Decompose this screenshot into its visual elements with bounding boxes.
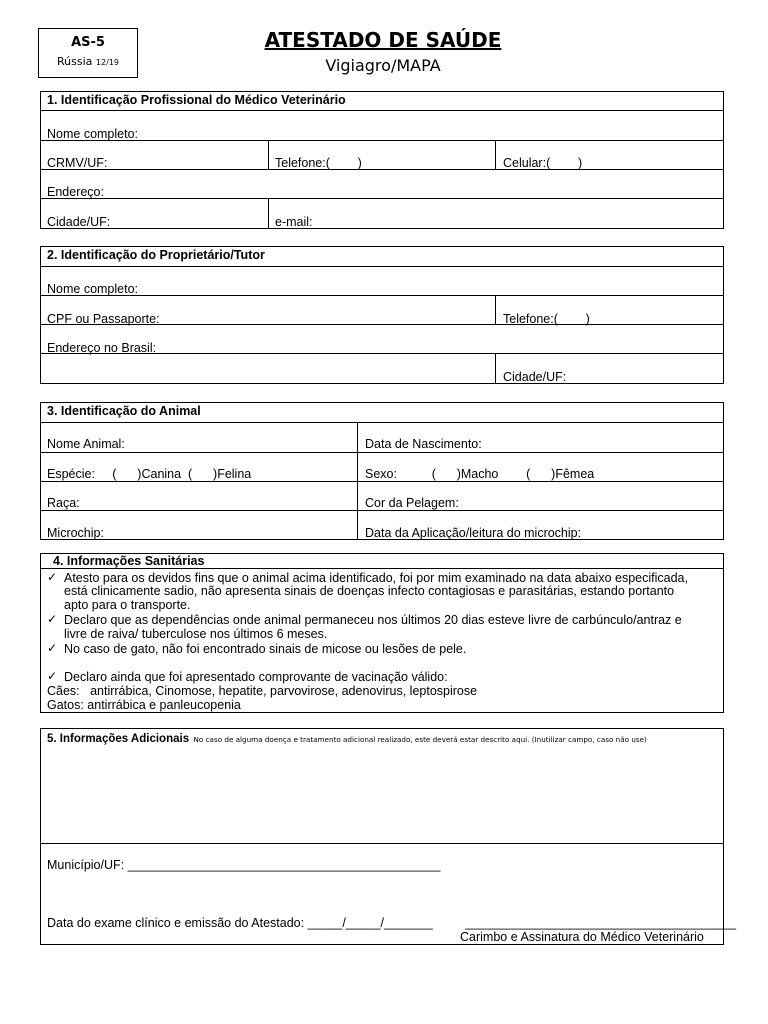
- animal-breed-field[interactable]: Raça:: [47, 496, 80, 510]
- signature-label: Carimbo e Assinatura do Médico Veterinário: [460, 930, 704, 944]
- additional-info-field[interactable]: [41, 746, 723, 842]
- declaration-1-line-1: Atesto para os devidos fins que o animal acima identificado, foi por mim examinado na data abaixo especificada,: [64, 571, 688, 585]
- animal-microchip-field[interactable]: Microchip:: [47, 526, 104, 540]
- check-icon: ✓: [47, 669, 58, 683]
- form-code: AS-5: [71, 35, 105, 50]
- declaration-2-line-1: Declaro que as dependências onde animal permaneceu nos últimos 20 dias esteve livre de carbúnculo/antraz e: [64, 613, 682, 627]
- owner-phone-field[interactable]: Telefone:( ): [503, 312, 590, 326]
- declaration-1-line-2: está clinicamente sadio, não apresenta sinais de doenças infecto contagiosas e parasitárias, estando portanto: [64, 584, 675, 598]
- owner-document-field[interactable]: CPF ou Passaporte:: [47, 312, 160, 326]
- vaccines-dogs: Cães: antirrábica, Cinomose, hepatite, parvovirose, adenovirus, leptospirose: [47, 684, 478, 698]
- check-icon: ✓: [47, 570, 58, 584]
- animal-sex-field[interactable]: Sexo: ( )Macho ( )Fêmea: [365, 467, 595, 481]
- section-5-heading-row: [47, 731, 647, 746]
- form-version-number: 12/19: [95, 58, 119, 67]
- page-subtitle: Vigiagro/MAPA: [325, 56, 441, 75]
- vet-name-field[interactable]: Nome completo:: [47, 127, 139, 141]
- exam-date-field[interactable]: Data do exame clínico e emissão do Atestado: _____/_____/_______: [47, 916, 433, 930]
- signature-line[interactable]: _______________________________________: [465, 916, 737, 930]
- vet-email-field[interactable]: e-mail:: [275, 215, 313, 229]
- animal-coat-field[interactable]: Cor da Pelagem:: [365, 496, 459, 510]
- form-version: [38, 55, 138, 68]
- vet-city-field[interactable]: Cidade/UF:: [47, 215, 111, 229]
- section-3-heading: 3. Identificação do Animal: [47, 404, 201, 418]
- check-icon: ✓: [47, 641, 58, 655]
- section-5-heading: 5. Informações Adicionais: [47, 733, 190, 745]
- vet-address-field[interactable]: Endereço:: [47, 185, 104, 199]
- declaration-3: No caso de gato, não foi encontrado sinais de micose ou lesões de pele.: [64, 642, 467, 656]
- animal-birthdate-field[interactable]: Data de Nascimento:: [365, 437, 482, 451]
- section-5-note: No caso de alguma doença e tratamento adicional realizado, este deverá estar descrito aqui. (Inutilizar campo, caso não use): [193, 735, 647, 744]
- declaration-4: Declaro ainda que foi apresentado comprovante de vacinação válido:: [64, 670, 448, 684]
- form-country: Rússia: [57, 55, 93, 68]
- section-2-heading: 2. Identificação do Proprietário/Tutor: [47, 248, 265, 262]
- page-title: ATESTADO DE SAÚDE: [264, 28, 502, 52]
- municipality-field[interactable]: Município/UF: _____________________________________________: [47, 858, 441, 872]
- owner-city-field[interactable]: Cidade/UF:: [503, 370, 567, 384]
- section-1: [40, 91, 724, 229]
- animal-species-field[interactable]: Espécie: ( )Canina ( )Felina: [47, 467, 252, 481]
- owner-address-field[interactable]: Endereço no Brasil:: [47, 341, 157, 355]
- section-4-heading: 4. Informações Sanitárias: [53, 554, 205, 568]
- vet-cell-field[interactable]: Celular:( ): [503, 156, 583, 170]
- owner-name-field[interactable]: Nome completo:: [47, 282, 139, 296]
- check-icon: ✓: [47, 612, 58, 626]
- vet-phone-field[interactable]: Telefone:( ): [275, 156, 362, 170]
- section-1-heading: 1. Identificação Profissional do Médico Veterinário: [47, 93, 346, 107]
- vaccines-cats: Gatos: antirrábica e panleucopenia: [47, 698, 241, 712]
- microchip-date-field[interactable]: Data da Aplicação/leitura do microchip:: [365, 526, 582, 540]
- declaration-2-line-2: livre de raiva/ tuberculose nos últimos 6 meses.: [64, 627, 328, 641]
- animal-name-field[interactable]: Nome Animal:: [47, 437, 125, 451]
- vet-crmv-field[interactable]: CRMV/UF:: [47, 156, 108, 170]
- declaration-1-line-3: apto para o transporte.: [64, 598, 191, 612]
